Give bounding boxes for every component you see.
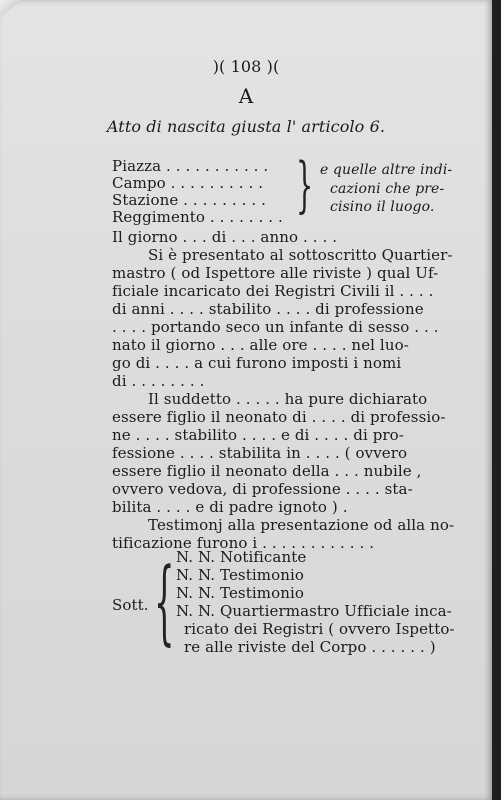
signature-line: N. N. Notificante <box>176 548 307 566</box>
brace-note-line-3: cisino il luogo. <box>330 199 435 215</box>
body-line: Si è presentato al sottoscritto Quartier- <box>148 246 453 264</box>
body-line: essere figlio il neonato di . . . . di professio- <box>112 408 446 426</box>
brace-note-line-1: e quelle altre indi- <box>320 162 453 178</box>
signature-line: N. N. Testimonio <box>176 584 304 602</box>
body-line: Il suddetto . . . . . ha pure dichiarato <box>148 390 428 408</box>
body-line: ovvero vedova, di professione . . . . sta- <box>112 480 413 498</box>
body-line: bilita . . . . e di padre ignoto ) . <box>112 498 348 516</box>
signature-line: ricato dei Registri ( ovvero Ispetto- <box>184 620 455 638</box>
body-line: go di . . . . a cui furono imposti i nomi <box>112 354 402 372</box>
body-line: tificazione furono i . . . . . . . . . . . . <box>112 534 375 552</box>
signature-line: re alle riviste del Corpo . . . . . . ) <box>184 638 436 656</box>
place-brace: } <box>296 150 314 220</box>
body-line: essere figlio il neonato della . . . nubile , <box>112 462 422 480</box>
body-line: di . . . . . . . . <box>112 372 205 390</box>
page-edge-shadow <box>492 0 501 800</box>
signature-line: N. N. Quartiermastro Ufficiale inca- <box>176 602 452 620</box>
place-piazza: Piazza . . . . . . . . . . . <box>112 157 269 175</box>
body-line: Testimonj alla presentazione od alla no- <box>148 516 455 534</box>
section-letter: A <box>238 84 254 108</box>
signatures-label: Sott. <box>112 596 149 614</box>
place-stazione: Stazione . . . . . . . . . <box>112 191 266 209</box>
body-line: . . . . portando seco un infante di sesso . . . <box>112 318 439 336</box>
document-title: Atto di nascita giusta l' articolo 6. <box>106 117 386 136</box>
signatures-brace: { <box>154 548 175 655</box>
signature-line: N. N. Testimonio <box>176 566 304 584</box>
body-line: Il giorno . . . di . . . anno . . . . <box>112 228 338 246</box>
body-line: nato il giorno . . . alle ore . . . . nel luo- <box>112 336 409 354</box>
body-line: ficiale incaricato dei Registri Civili il . . . . <box>112 282 434 300</box>
page-corner-fold <box>0 0 22 18</box>
body-line: fessione . . . . stabilita in . . . . ( ovvero <box>112 444 408 462</box>
body-line: mastro ( od Ispettore alle riviste ) qual Uf- <box>112 264 439 282</box>
place-campo: Campo . . . . . . . . . . <box>112 174 264 192</box>
body-line: ne . . . . stabilito . . . . e di . . . . di pro- <box>112 426 404 444</box>
brace-note-line-2: cazioni che pre- <box>330 181 445 197</box>
place-reggimento: Reggimento . . . . . . . . <box>112 208 283 226</box>
page-number: )( 108 )( <box>212 57 280 76</box>
body-line: di anni . . . . stabilito . . . . di professione <box>112 300 424 318</box>
